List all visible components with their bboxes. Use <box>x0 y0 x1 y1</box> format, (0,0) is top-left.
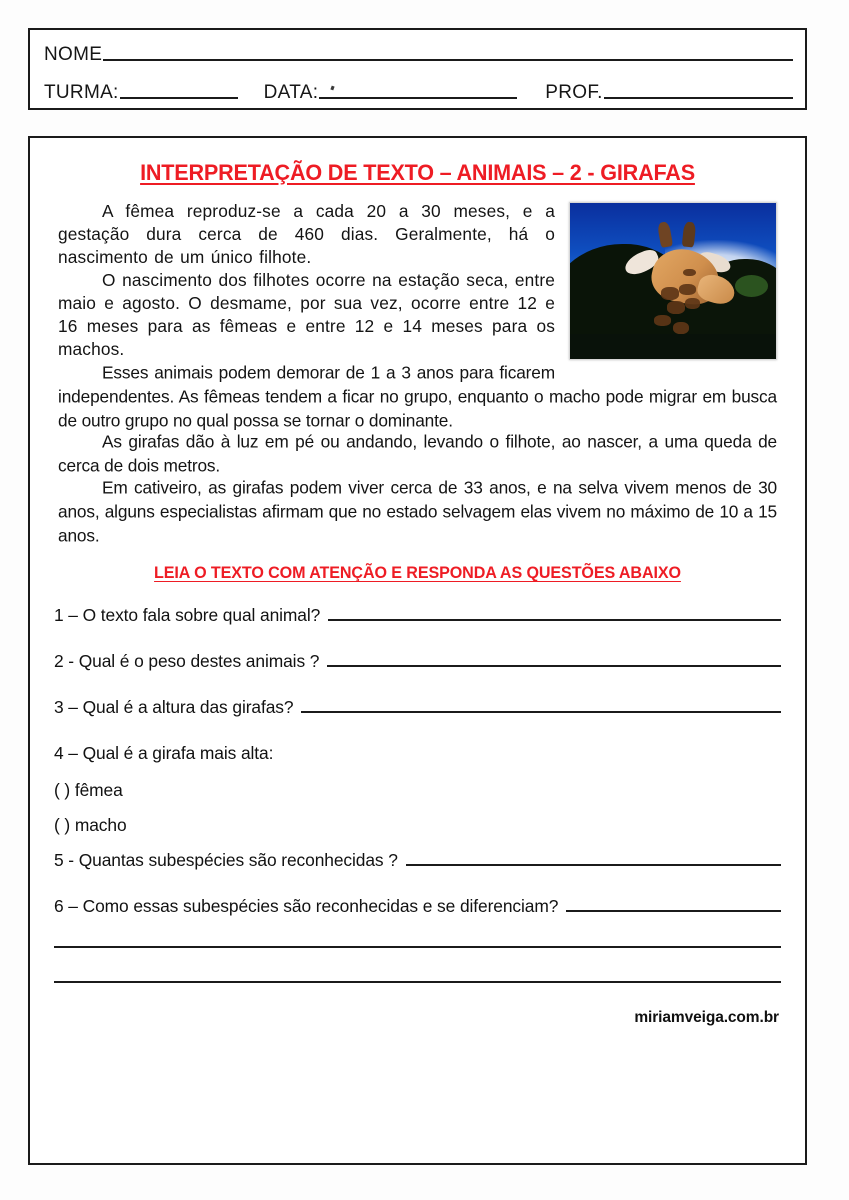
class-label: TURMA: <box>44 82 119 103</box>
question-3-text: 3 – Qual é a altura das girafas? <box>54 697 294 717</box>
question-3 <box>54 697 781 718</box>
worksheet-body-box <box>28 136 807 1165</box>
footer-credit[interactable]: miriamveiga.com.br <box>634 1009 779 1026</box>
questions-list <box>54 605 781 917</box>
question-5-text: 5 - Quantas subespécies são reconhecidas ? <box>54 850 398 870</box>
question-2-text: 2 - Qual é o peso destes animais ? <box>54 651 320 671</box>
giraffe-spot <box>685 298 699 309</box>
reading-passage <box>58 200 777 545</box>
question-4 <box>54 743 781 764</box>
extra-answer-line-2[interactable] <box>54 980 781 983</box>
name-label: NOME <box>44 44 103 65</box>
giraffe-spot <box>667 301 686 313</box>
passage-paragraph-3: Esses animais podem demorar de 1 a 3 anos para ficarem independentes. As fêmeas tendem a ficar no grupo, enquanto o macho pode migrar em busca de outro grupo no qual possa se tornar o dominante. <box>58 362 777 431</box>
teacher-label: PROF. <box>545 82 603 103</box>
giraffe-spot <box>661 287 680 299</box>
question-4-option-macho-label: ( ) macho <box>54 815 127 835</box>
class-date-teacher-row <box>44 82 793 104</box>
question-5 <box>54 850 781 871</box>
question-4-text: 4 – Qual é a girafa mais alta: <box>54 743 274 763</box>
passage-paragraph-1: A fêmea reproduz-se a cada 20 a 30 meses, e a gestação dura cerca de 460 dias. Geralmente, há o nascimento de um único filhote. <box>58 201 555 267</box>
page-title: INTERPRETAÇÃO DE TEXTO – ANIMAIS – 2 - GIRAFAS <box>140 160 695 185</box>
question-1-text: 1 – O texto fala sobre qual animal? <box>54 605 321 625</box>
passage-paragraph-2: O nascimento dos filhotes ocorre na estação seca, entre maio e agosto. O desmame, por sua vez, ocorre entre 12 e 16 meses para as fêmeas e entre 12 e 14 meses para os machos. <box>58 270 555 359</box>
question-4-option-femea[interactable] <box>54 780 781 801</box>
passage-paragraph-5: Em cativeiro, as girafas podem viver cerca de 33 anos, e na selva vivem menos de 30 anos, alguns especialistas afirmam que no estado selvagem elas vivem no máximo de 10 a 15 anos. <box>58 477 777 546</box>
giraffe-spot <box>654 315 670 326</box>
question-4-option-macho[interactable] <box>54 815 781 836</box>
giraffe-spot <box>679 284 695 295</box>
date-label: DATA: <box>263 82 319 103</box>
giraffe-photo <box>569 202 777 360</box>
photo-foliage-highlight <box>735 275 768 297</box>
question-3-answer-rule[interactable] <box>301 699 781 713</box>
question-2-answer-rule[interactable] <box>327 653 781 667</box>
name-field-row <box>44 44 793 66</box>
question-1-answer-rule[interactable] <box>328 607 781 621</box>
photo-foreground <box>570 334 776 359</box>
student-identification-box <box>28 28 807 110</box>
question-6 <box>54 896 781 917</box>
date-input-rule[interactable] <box>319 83 517 99</box>
extra-answer-line-1[interactable] <box>54 945 781 948</box>
question-6-text: 6 – Como essas subespécies são reconhecidas e se diferenciam? <box>54 896 559 916</box>
instruction-heading: LEIA O TEXTO COM ATENÇÃO E RESPONDA AS QUESTÕES ABAIXO <box>154 563 681 582</box>
question-5-answer-rule[interactable] <box>406 852 781 866</box>
teacher-input-rule[interactable] <box>604 83 793 99</box>
giraffe-spot <box>673 322 689 334</box>
question-1 <box>54 605 781 626</box>
name-input-rule[interactable] <box>103 45 793 61</box>
question-6-answer-rule[interactable] <box>566 898 781 912</box>
question-2 <box>54 651 781 672</box>
class-input-rule[interactable] <box>120 83 238 99</box>
question-4-option-femea-label: ( ) fêmea <box>54 780 123 800</box>
giraffe-spot <box>683 269 695 277</box>
passage-paragraph-4: As girafas dão à luz em pé ou andando, levando o filhote, ao nascer, a uma queda de cerca de dois metros. <box>58 431 777 476</box>
